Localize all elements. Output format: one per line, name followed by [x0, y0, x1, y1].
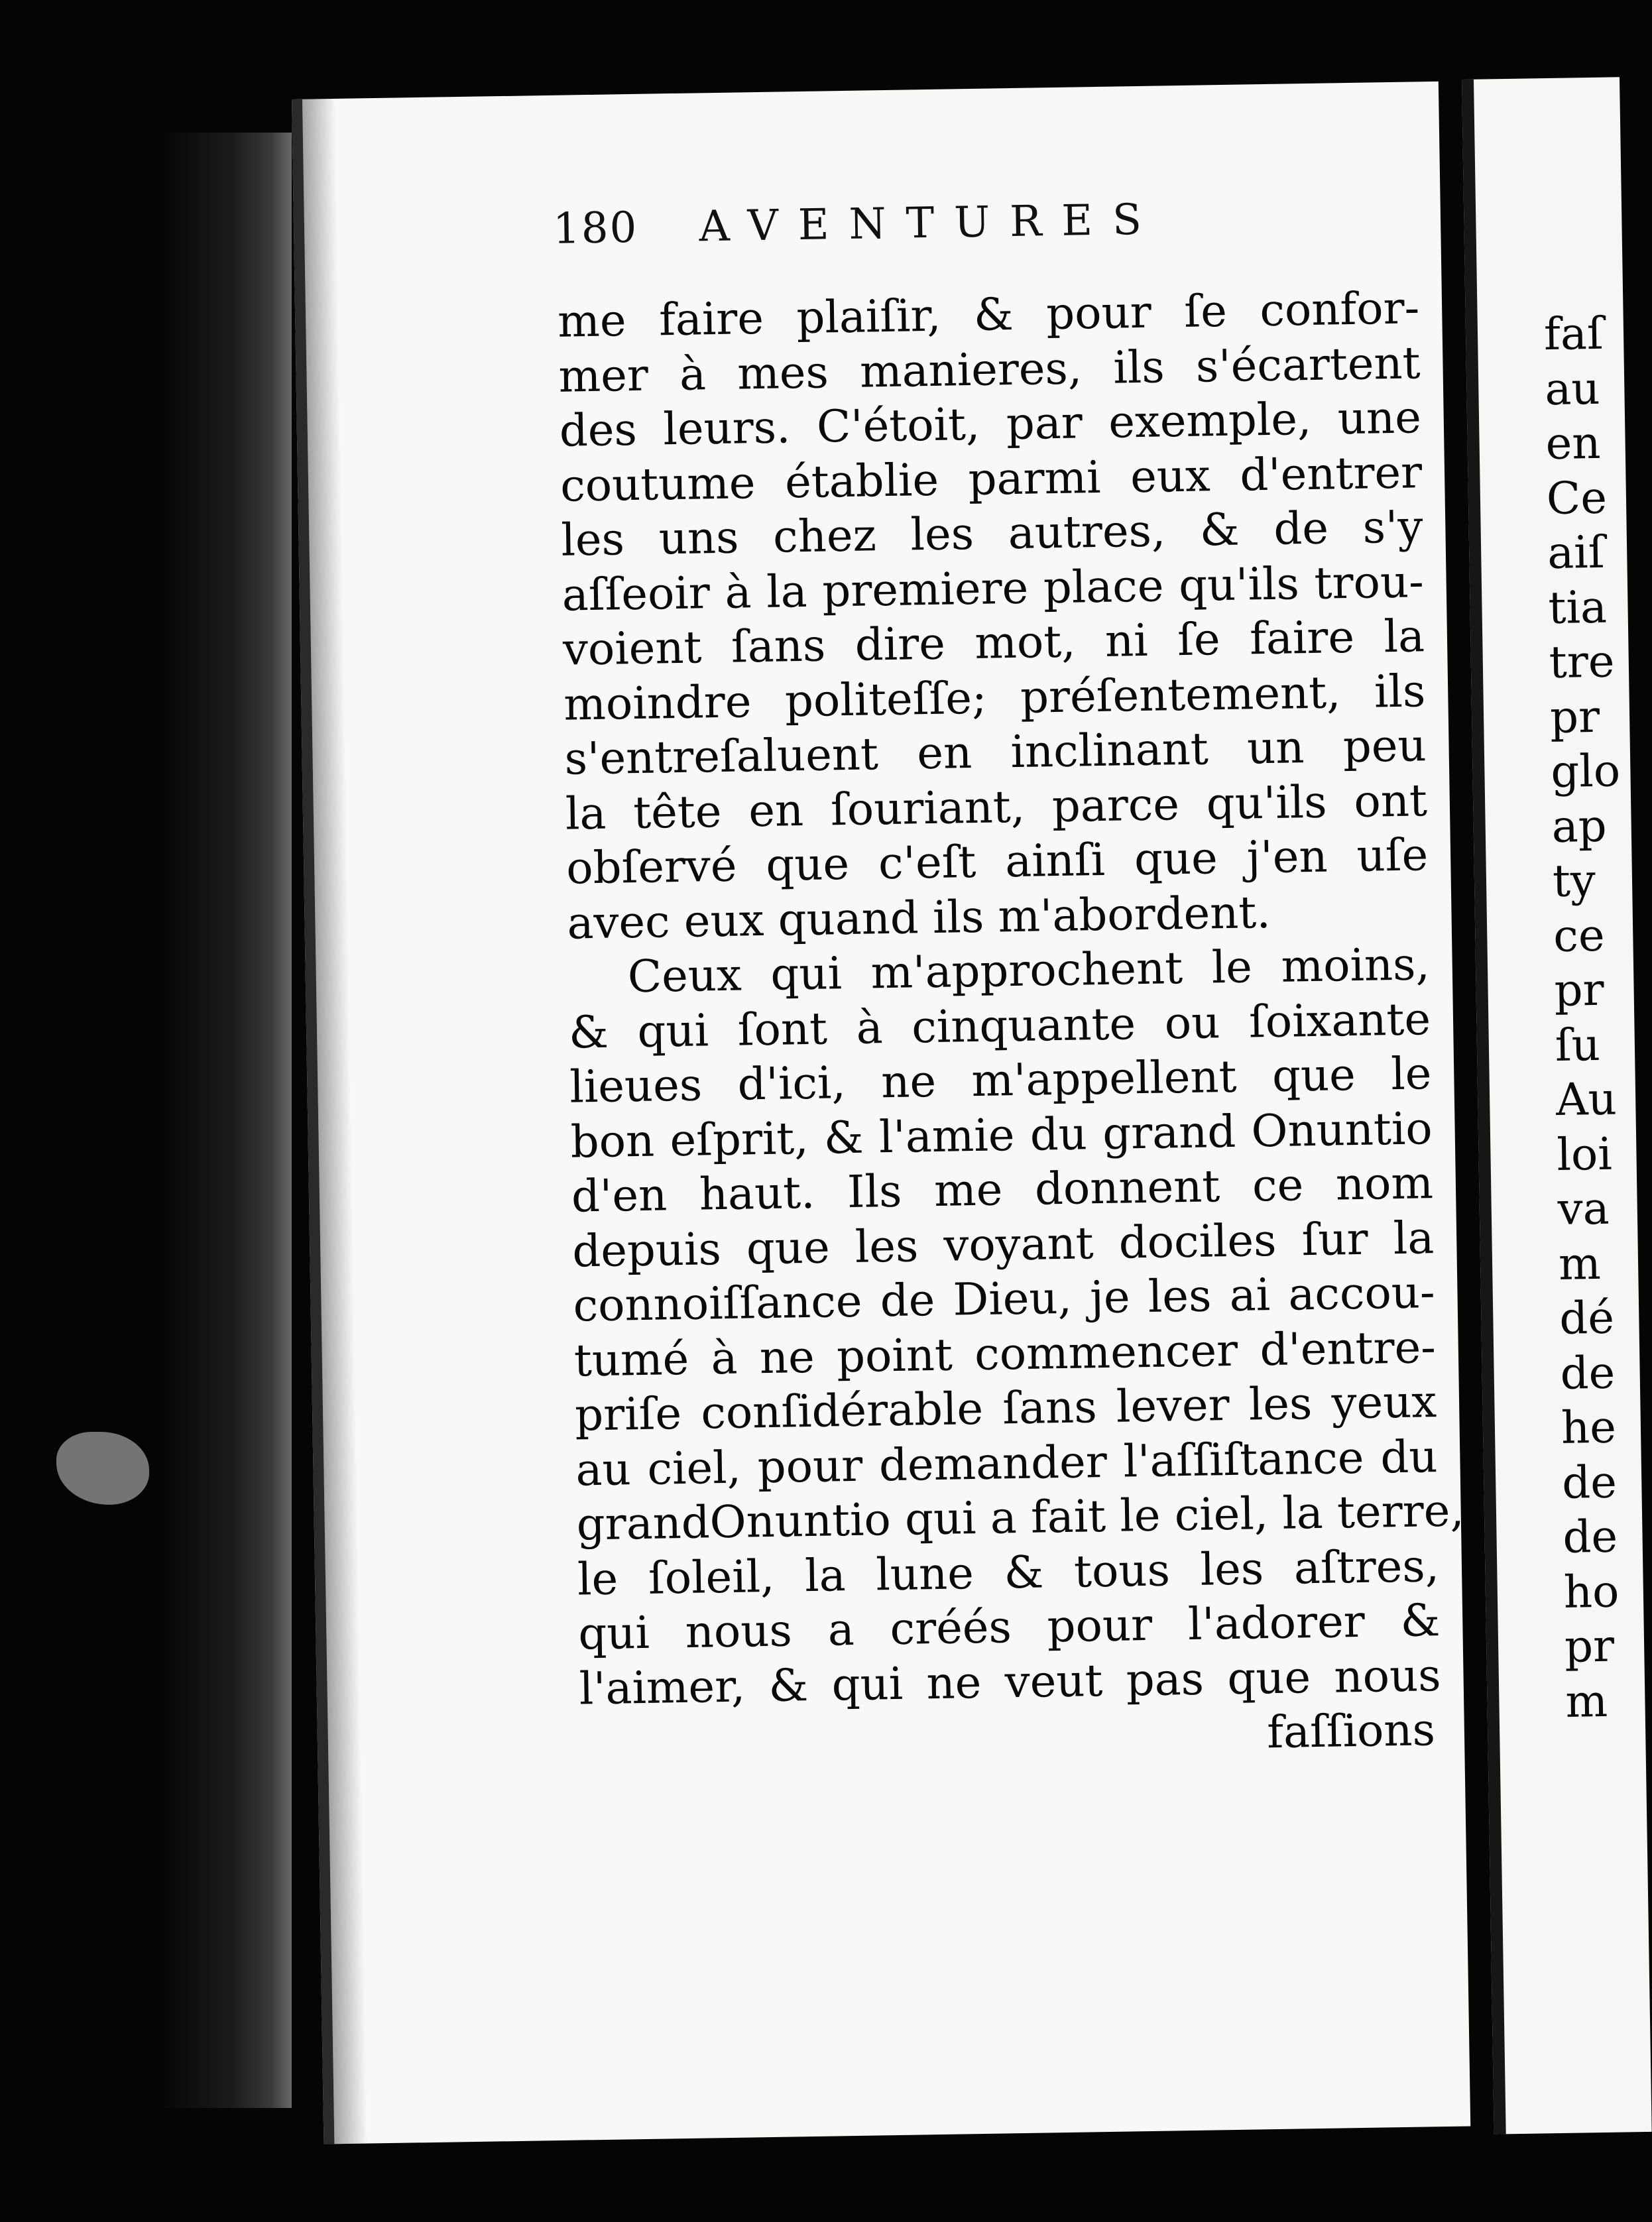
text-line: connoiſſance de Dieu, je les ai accou-: [573, 1266, 1436, 1332]
facing-page-line-fragment: de: [1562, 1510, 1618, 1563]
facing-page-line-fragment: pr: [1549, 690, 1600, 743]
facing-page-line-fragment: he: [1561, 1401, 1617, 1454]
book-page-180: [292, 82, 1470, 2144]
facing-page-line-fragment: tia: [1547, 581, 1608, 634]
text-line: priſe conſidérable ſans lever les yeux: [574, 1375, 1437, 1441]
facing-page-line-fragment: en: [1545, 416, 1602, 470]
text-line: tumé à ne point commencer d'entre-: [573, 1320, 1437, 1387]
facing-page-line-fragment: va: [1557, 1182, 1610, 1235]
facing-page-line-fragment: ho: [1563, 1565, 1620, 1618]
text-line: au ciel, pour demander l'aſſiſtance du: [575, 1430, 1438, 1496]
text-line: bon eſprit, & l'amie du grand Onuntio: [570, 1102, 1433, 1168]
text-line: des leurs. C'étoit, par exemple, une: [559, 391, 1422, 457]
text-line-paragraph-start: Ceux qui m'approchent le moins,: [627, 938, 1431, 1003]
text-line: obſervé que c'eſt ainſi que j'en uſe: [565, 829, 1429, 894]
text-line: lieues d'ici, ne m'appellent que le: [569, 1047, 1432, 1113]
text-line: coutume établie parmi eux d'entrer: [560, 445, 1423, 512]
facing-page-line-fragment: tre: [1549, 635, 1616, 689]
facing-page-line-fragment: pr: [1564, 1619, 1615, 1672]
text-line: l'aimer, & qui ne veut pas que nous: [579, 1649, 1442, 1714]
facing-page-line-fragment: Ce: [1546, 471, 1608, 524]
facing-page-line-fragment: dé: [1559, 1291, 1615, 1344]
text-line: aſſeoir à la premiere place qu'ils trou-: [561, 555, 1425, 621]
facing-page-fragment: [1462, 77, 1652, 2134]
binding-shadow: [159, 133, 292, 2108]
text-line: moindre politeſſe; préſentement, ils: [563, 664, 1426, 731]
facing-page-line-fragment: loi: [1556, 1128, 1613, 1181]
facing-page-line-fragment: de: [1561, 1456, 1618, 1509]
text-line: & qui ſont à cinquante ou ſoixante: [568, 992, 1431, 1059]
text-line: me faire plaiſir, & pour ſe confor-: [557, 282, 1420, 347]
text-line: qui nous a créés pour l'adorer &: [577, 1594, 1441, 1660]
text-line: depuis que les voyant dociles ſur la: [571, 1211, 1435, 1277]
text-line: voient ſans dire mot, ni ſe faire la: [562, 610, 1425, 675]
facing-page-line-fragment: aiſ: [1547, 526, 1606, 579]
facing-page-text: [1543, 306, 1635, 1728]
facing-page-line-fragment: de: [1560, 1346, 1616, 1399]
page-number: 180: [552, 203, 638, 254]
text-line: le ſoleil, la lune & tous les aſtres,: [577, 1539, 1440, 1605]
facing-page-line-fragment: m: [1558, 1237, 1602, 1290]
text-line: la tête en ſouriant, parce qu'ils ont: [565, 774, 1428, 840]
facing-page-line-fragment: au: [1544, 362, 1601, 415]
facing-page-line-fragment: pr: [1553, 963, 1605, 1016]
facing-page-line-fragment: glo: [1550, 744, 1621, 798]
page-edge: [302, 99, 367, 2144]
facing-page-line-fragment: Au: [1555, 1073, 1618, 1126]
catchword: faſſions: [1266, 1704, 1436, 1759]
facing-page-line-fragment: m: [1564, 1674, 1608, 1727]
facing-page-line-fragment: ap: [1551, 799, 1608, 852]
text-line: mer à mes manieres, ils s'écartent: [558, 336, 1421, 402]
running-head: [553, 195, 1162, 253]
text-line: les uns chez les autres, & de s'y: [560, 500, 1423, 566]
body-text: [557, 280, 1465, 1771]
text-line: s'entreſaluent en inclinant un peu: [564, 719, 1427, 785]
facing-page-line-fragment: ce: [1553, 909, 1606, 962]
facing-page-line-fragment: ſu: [1555, 1018, 1601, 1071]
running-title: AVENTURES: [699, 195, 1162, 252]
text-line: avec eux quand ils m'abordent.: [566, 886, 1271, 949]
text-line: grandOnuntio qui a fait le ciel, la terre,: [576, 1484, 1465, 1550]
facing-page-line-fragment: ty: [1552, 854, 1596, 907]
paper-stain: [56, 1432, 149, 1505]
text-line: d'en haut. Ils me donnent ce nom: [571, 1157, 1434, 1222]
facing-page-line-fragment: faſ: [1543, 307, 1604, 361]
